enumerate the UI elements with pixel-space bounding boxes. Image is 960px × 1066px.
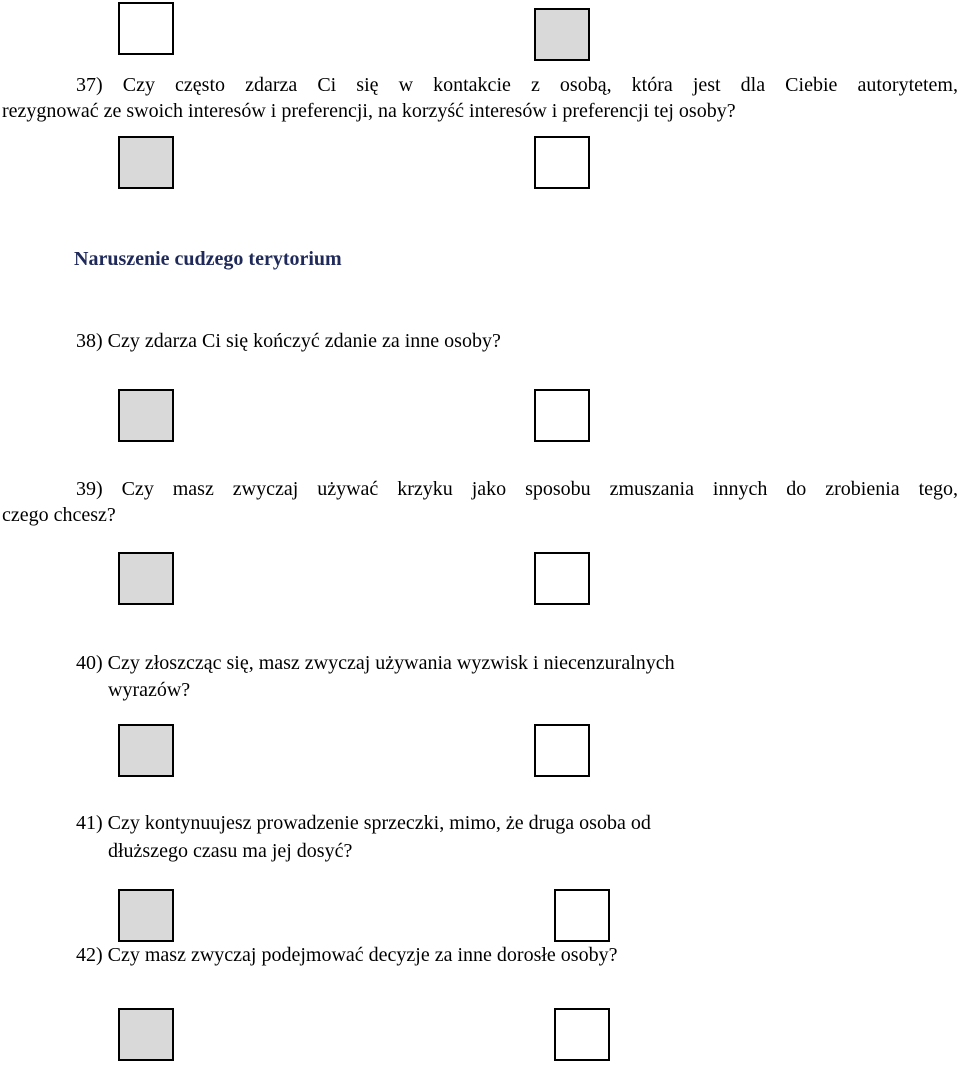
answer-box-shaded[interactable] <box>118 889 174 942</box>
question-38: 38) Czy zdarza Ci się kończyć zdanie za inne osoby? <box>76 330 501 352</box>
question-39-line2: czego chcesz? <box>2 504 116 526</box>
question-41-line2: dłuższego czasu ma jej dosyć? <box>108 840 353 862</box>
question-37-line1: 37) Czy często zdarza Ci się w kontakcie z osobą, która jest dla Ciebie autorytetem, <box>76 74 958 96</box>
question-41-line1: 41) Czy kontynuujesz prowadzenie sprzeczki, mimo, że druga osoba od <box>76 812 651 834</box>
question-40-line1: 40) Czy złoszcząc się, masz zwyczaj używania wyzwisk i niecenzuralnych <box>76 652 675 674</box>
answer-box-shaded[interactable] <box>118 136 174 189</box>
answer-box-empty[interactable] <box>554 1008 610 1061</box>
answer-box-shaded[interactable] <box>118 552 174 605</box>
answer-box-empty[interactable] <box>554 889 610 942</box>
question-40-line2: wyrazów? <box>108 679 191 701</box>
answer-box-empty[interactable] <box>534 552 590 605</box>
section-heading: Naruszenie cudzego terytorium <box>74 248 342 270</box>
answer-box-shaded[interactable] <box>118 724 174 777</box>
answer-box-shaded[interactable] <box>118 389 174 442</box>
answer-box-empty[interactable] <box>534 724 590 777</box>
question-37-line2: rezygnować ze swoich interesów i preferencji, na korzyść interesów i preferencji tej osoby? <box>2 100 736 122</box>
question-42: 42) Czy masz zwyczaj podejmować decyzje za inne dorosłe osoby? <box>76 944 618 966</box>
answer-box-empty[interactable] <box>534 136 590 189</box>
answer-box-shaded[interactable] <box>118 1008 174 1061</box>
question-39-line1: 39) Czy masz zwyczaj używać krzyku jako sposobu zmuszania innych do zrobienia tego, <box>76 478 958 500</box>
answer-box-shaded[interactable] <box>534 8 590 61</box>
answer-box-empty[interactable] <box>118 2 174 55</box>
answer-box-empty[interactable] <box>534 389 590 442</box>
